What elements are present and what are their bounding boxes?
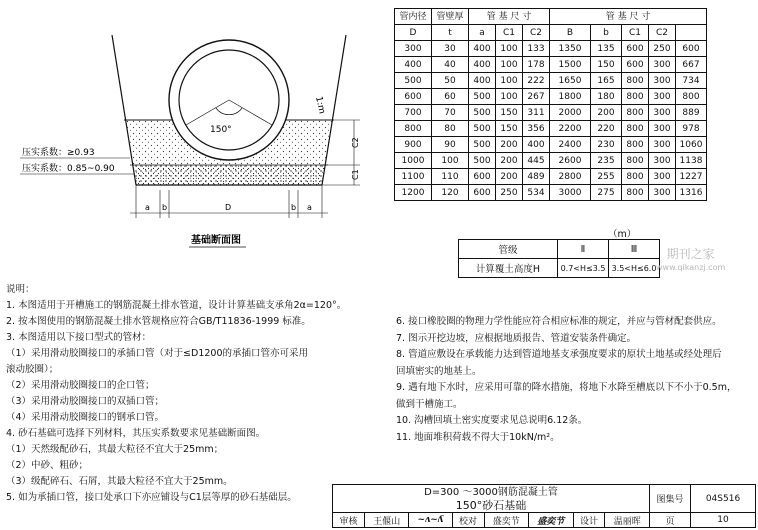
compaction-upper: 压实系数：≥0.93 <box>22 148 95 158</box>
table-row: 600 60 500 100 267 1800 180 800 300 800 <box>395 89 707 105</box>
foundation-section-drawing <box>0 0 395 260</box>
note-line: 3. 本图适用以下接口型式的管材： <box>6 332 152 343</box>
note-line: 7. 图示开挖边坡，应根据地质报告、管道安装条件确定。 <box>396 332 637 344</box>
note-line: 11. 地面堆积荷载不得大于10kN/m²。 <box>396 431 560 443</box>
notes-right <box>396 314 736 446</box>
svg-text:a: a <box>145 203 150 212</box>
note-line: （4）采用滑动胶圈接口的钢承口管。 <box>6 412 165 423</box>
title-line1: D=300 ～3000钢筋混凝土管 <box>424 486 558 498</box>
checker-signature: 盛奕节 <box>529 513 573 528</box>
note-line: 1. 本图适用于开槽施工的钢筋混凝土排水管道，设计计算基础支承角2α=120°。 <box>6 300 347 311</box>
svg-text:C1: C1 <box>351 169 360 180</box>
note-line: 做到干槽施工。 <box>396 398 463 410</box>
compaction-lower: 压实系数：0.85~0.90 <box>22 164 115 174</box>
table-row: 700 70 500 150 311 2000 200 800 300 889 <box>395 105 707 121</box>
svg-text:b: b <box>162 203 168 212</box>
notes-left <box>6 282 346 506</box>
cover-unit: （m） <box>608 229 637 240</box>
drawing-title: 基础断面图 <box>191 235 241 246</box>
angle-label: 150° <box>210 125 232 135</box>
note-line: （2）采用滑动胶圈接口的企口管； <box>6 380 155 391</box>
notes-heading: 说明： <box>6 284 35 295</box>
note-line: 5. 如为承插口管，接口处承口下亦应铺设与C1层等厚的砂石基础层。 <box>6 492 297 503</box>
table-row: 800 80 500 150 356 2200 220 800 300 978 <box>395 121 707 137</box>
slope-label: 1:m <box>313 95 327 115</box>
sand-gravel-base <box>133 165 325 185</box>
table-row: 1100 110 600 200 489 2800 255 800 300 1227 <box>395 169 707 185</box>
note-line: （3）级配碎石、石屑，其最大粒径不宜大于25mm。 <box>6 476 233 487</box>
table-row: 300 30 400 100 133 1350 135 600 250 600 <box>395 41 707 57</box>
note-line: 8. 管道应敷设在承载能力达到管道地基支承强度要求的原状土地基或经处理后 <box>396 349 722 360</box>
title-block: D=300 ～3000钢筋混凝土管 150°砂石基础 图集号 04S516 审核 王偃山 ~ʌ~ʎ 校对 盛奕节 盛奕节 设计 温丽晖 页 10 <box>332 484 756 528</box>
note-line: 4. 砂石基础可选择下列材料，其压实系数要求见基础断面图。 <box>6 428 266 439</box>
svg-text:a: a <box>307 203 312 212</box>
note-line: （1）采用滑动胶圈接口的承插口管（对于≤D1200的承插口管亦可采用 <box>6 348 308 359</box>
svg-text:C2: C2 <box>351 137 360 148</box>
cover-depth-table: 管级 Ⅱ Ⅲ 计算覆土高度H 0.7<H≤3.5 3.5<H≤6.0 <box>458 239 660 278</box>
note-line: 6. 接口橡胶圈的物理力学性能应符合相应标准的规定，并应与管材配套供应。 <box>396 316 722 327</box>
title-line2: 150°砂石基础 <box>455 498 527 512</box>
table-subheader-row: D t a C1 C2 B b C1 C2 <box>395 25 707 41</box>
table-row: 1200 120 600 250 534 3000 275 800 300 1316 <box>395 185 707 201</box>
note-line: （2）中砂、粗砂； <box>6 460 89 471</box>
table-row: 400 40 400 100 178 1500 150 600 300 667 <box>395 57 707 73</box>
note-line: 9. 遇有地下水时，应采用可靠的降水措施，将地下水降至槽底以下不小于0.5m， <box>396 382 737 393</box>
table-row: 500 50 400 100 222 1650 165 800 300 734 <box>395 73 707 89</box>
note-line: 滚动胶圈）； <box>6 364 59 375</box>
table-row: 900 90 500 200 400 2400 230 800 300 1060 <box>395 137 707 153</box>
note-line: 回填密实的地基上。 <box>396 365 482 377</box>
svg-text:b: b <box>291 203 297 212</box>
table-row: 1000 100 500 200 445 2600 235 800 300 1138 <box>395 153 707 169</box>
watermark: 期刊之家 www.qikanzj.com <box>656 247 726 272</box>
note-line: 2. 按本图使用的钢筋混凝土排水管规格应符合GB/T11836-1999 标准。 <box>6 316 311 327</box>
note-line: （1）天然级配砂石，其最大粒径不宜大于25mm； <box>6 444 224 455</box>
svg-text:D: D <box>225 203 232 212</box>
note-line: 10. 沟槽回填土密实度要求见总说明6.12条。 <box>396 415 588 426</box>
note-line: （3）采用滑动胶圈接口的双插口管； <box>6 396 165 407</box>
pipe-base-dimension-table: 管内径 管壁厚 管 基 尺 寸 管 基 尺 寸 D t a C1 C2 B b C1 C2 300 30 400 100 133 1350 135 600 250 600 400 40 400 100 178 1500 150 600 300 667 500 50 400 100 222 1650 165 800 300 734 600 60 500 100 267 1800 180 800 300 800 700 70 500 150 311 2000 200 800 300 889 800 80 500 150 356 2200 220 800 300 978 900 90 500 200 400 2400 230 800 300 1060 1000 100 500 200 445 2600 235 800 300 1138 1100 110 600 200 489 2800 255 800 300 1227 1200 120 600 250 534 3000 275 800 300 1316 <box>394 8 707 201</box>
